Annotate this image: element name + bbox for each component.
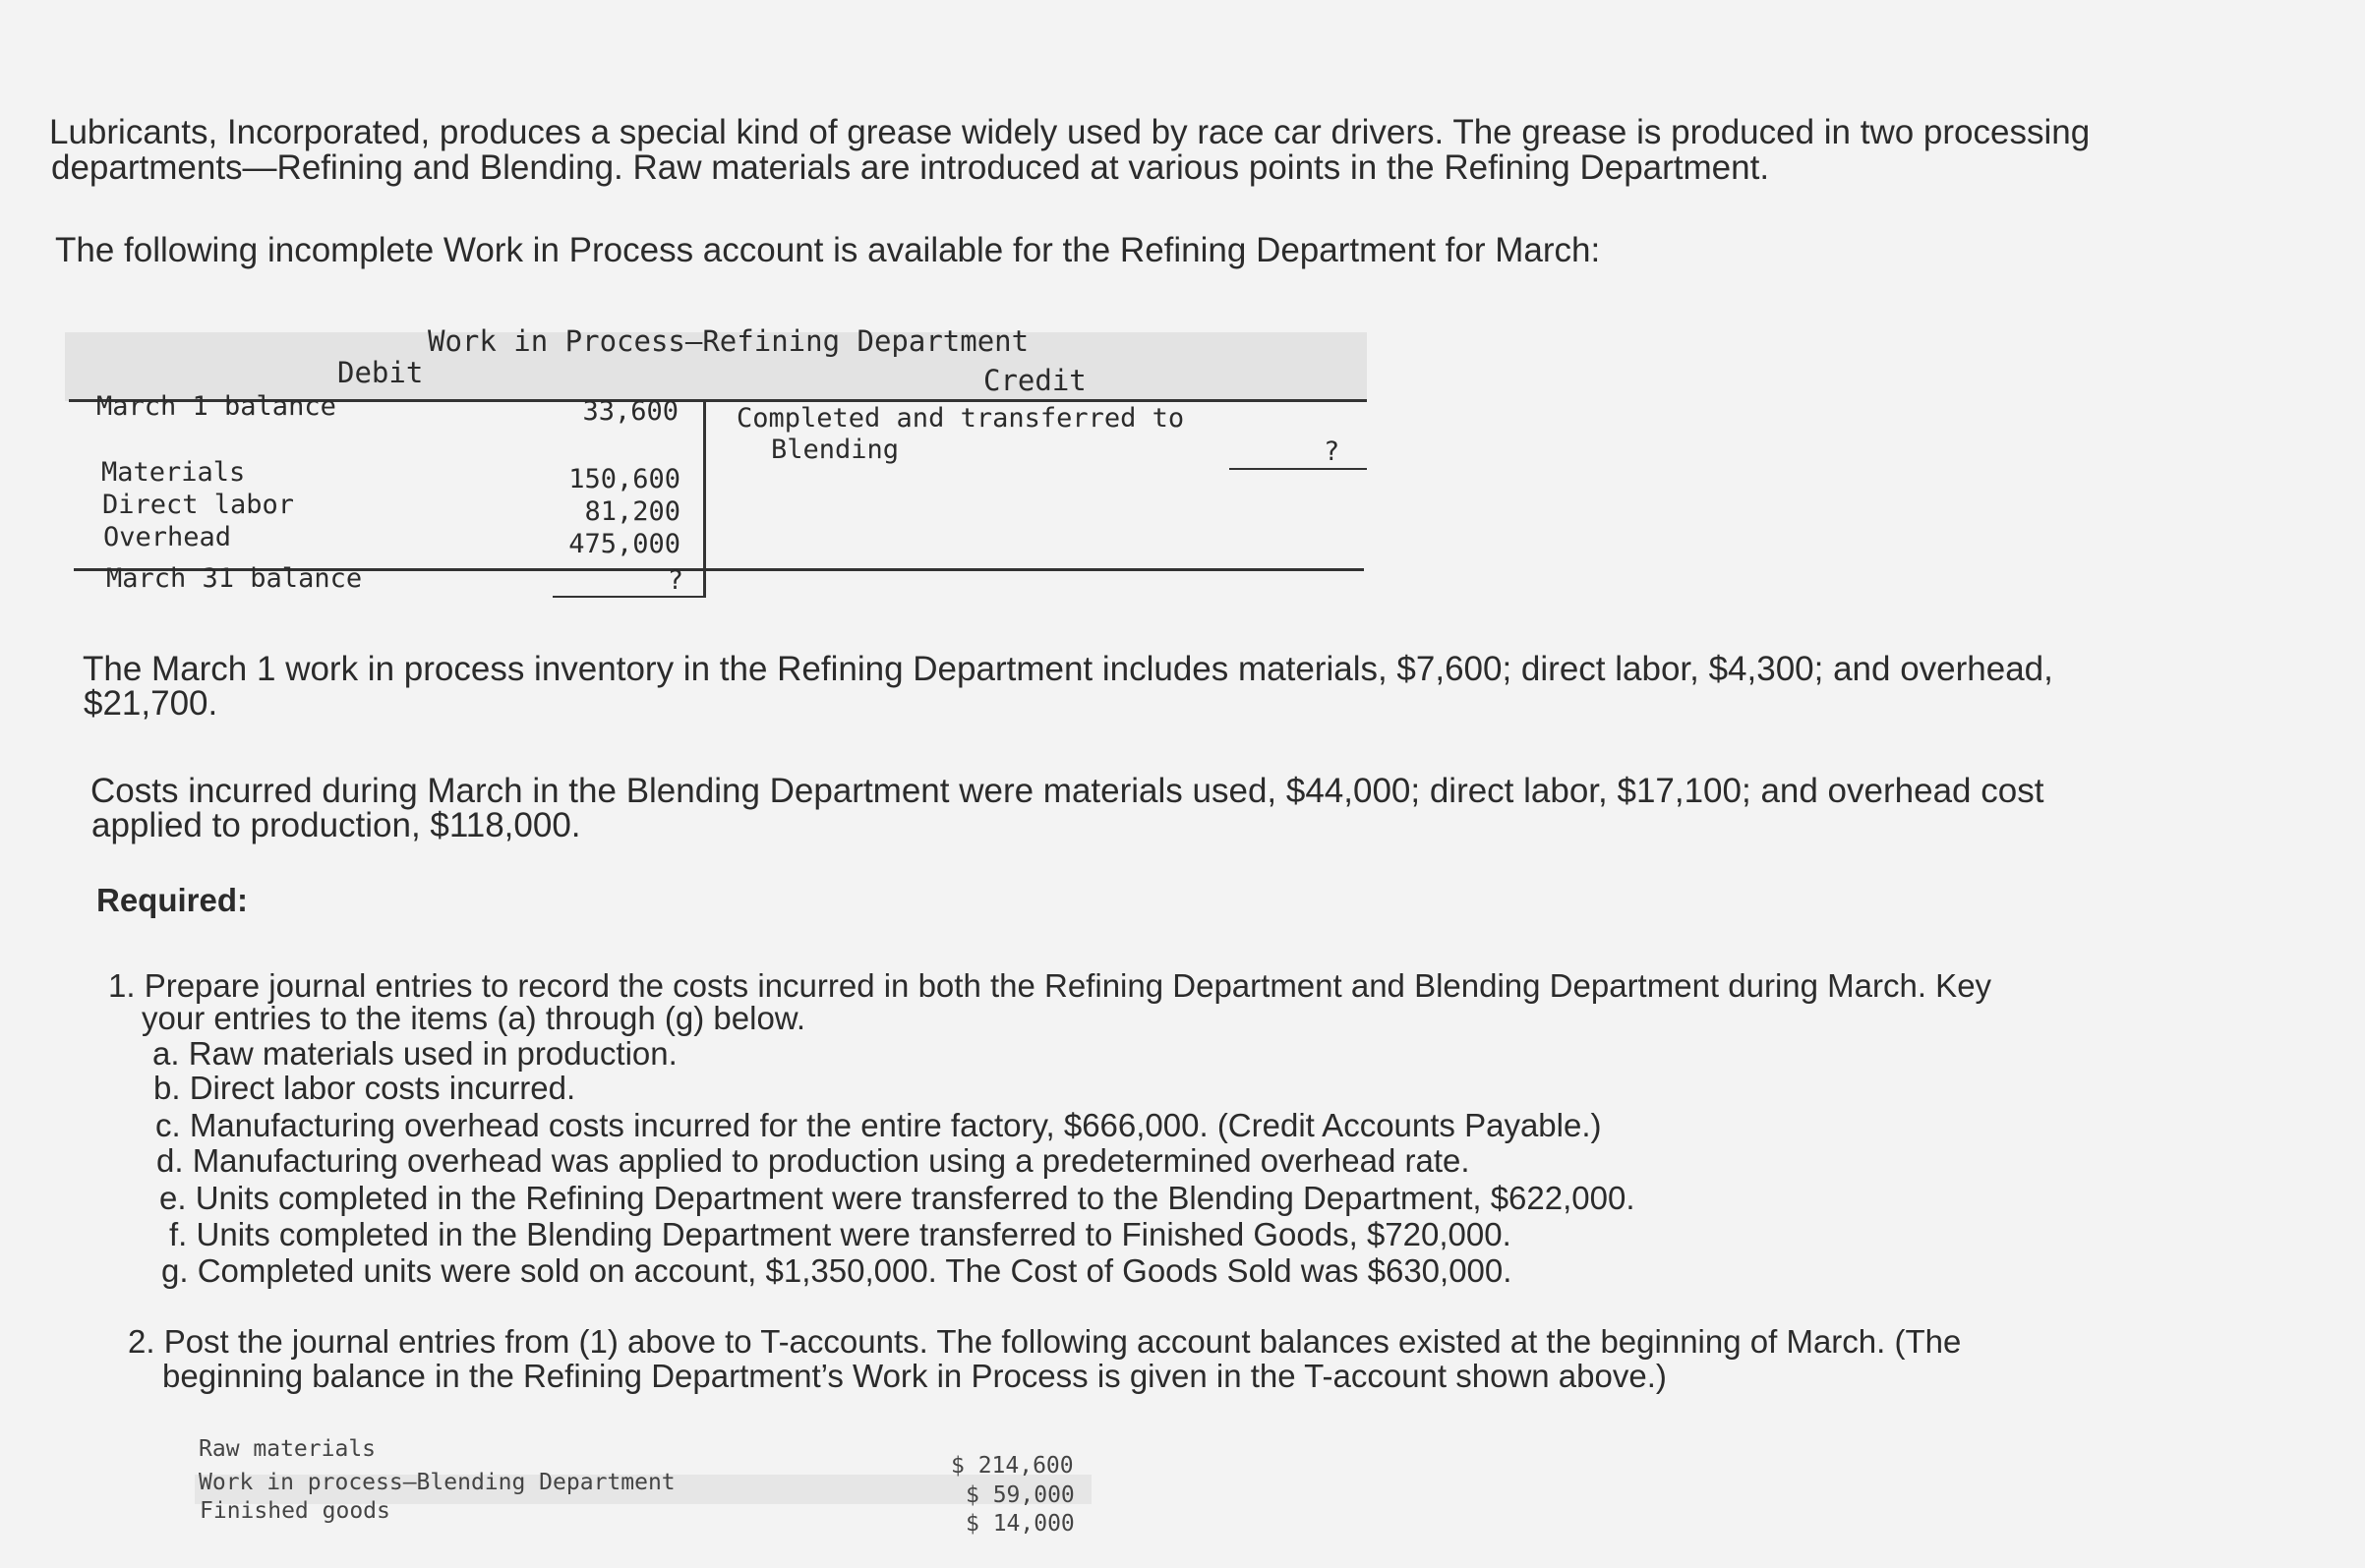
row-label-materials: Materials: [101, 457, 246, 488]
note-2-line-2: applied to production, $118,000.: [91, 806, 581, 844]
required-heading: Required:: [96, 882, 249, 918]
credit-header: Credit: [983, 364, 1087, 397]
item-f: f. Units completed in the Blending Department were transferred to Finished Goods, $720,000.: [169, 1216, 1511, 1252]
item-c: c. Manufacturing overhead costs incurred for the entire factory, $666,000. (Credit Accounts Payable.): [155, 1107, 1602, 1143]
note-1-line-1: The March 1 work in process inventory in the Refining Department includes materials, $7,600; direct labor, $4,300; and overhead,: [83, 650, 2053, 688]
intro-line-3: The following incomplete Work in Process account is available for the Refining Department for March:: [55, 231, 1601, 269]
question-1-line-1: 1. Prepare journal entries to record the costs incurred in both the Refining Department and Blending Department during March. Key: [108, 967, 1992, 1004]
row-value-overhead: 475,000: [568, 529, 680, 559]
question-1-line-2: your entries to the items (a) through (g) below.: [142, 1000, 805, 1036]
item-a: a. Raw materials used in production.: [152, 1035, 678, 1072]
t-account-title: Work in Process–Refining Department: [428, 324, 1030, 358]
credit-underline: [1229, 468, 1367, 470]
question-2-line-2: beginning balance in the Refining Department’s Work in Process is given in the T-account shown above.): [162, 1358, 1667, 1394]
balance-label-wip-blending: Work in process–Blending Department: [199, 1470, 676, 1495]
item-d: d. Manufacturing overhead was applied to production using a predetermined overhead rate.: [156, 1142, 1470, 1179]
credit-label-line-1: Completed and transferred to: [737, 403, 1185, 434]
item-b: b. Direct labor costs incurred.: [153, 1070, 576, 1106]
item-e: e. Units completed in the Refining Department were transferred to the Blending Department, $622,000.: [159, 1180, 1635, 1216]
debit-balance-underline: [553, 596, 706, 598]
debit-header: Debit: [337, 356, 424, 389]
balance-value-wip-blending: $ 59,000: [966, 1482, 1075, 1508]
row-label-march31: March 31 balance: [106, 563, 363, 594]
row-value-march31: ?: [667, 565, 683, 596]
row-value-direct-labor: 81,200: [584, 496, 680, 527]
balance-value-raw-materials: $ 214,600: [951, 1453, 1074, 1479]
row-label-march1: March 1 balance: [96, 391, 336, 422]
credit-label-line-2: Blending: [771, 435, 900, 465]
intro-line-2: departments—Refining and Blending. Raw materials are introduced at various points in the Refining Department.: [51, 148, 1770, 187]
balance-value-finished-goods: $ 14,000: [966, 1511, 1075, 1537]
row-value-march1: 33,600: [582, 396, 679, 427]
note-2-line-1: Costs incurred during March in the Blending Department were materials used, $44,000; direct labor, $17,100; and overhead cost: [90, 772, 2044, 810]
intro-line-1: Lubricants, Incorporated, produces a special kind of grease widely used by race car drivers. The grease is produced in two processing: [49, 113, 2091, 151]
balance-label-finished-goods: Finished goods: [200, 1498, 390, 1524]
balance-label-raw-materials: Raw materials: [199, 1436, 377, 1462]
credit-value: ?: [1324, 436, 1340, 467]
note-1-line-2: $21,700.: [84, 684, 218, 723]
item-g: g. Completed units were sold on account, $1,350,000. The Cost of Goods Sold was $630,000.: [161, 1252, 1512, 1289]
row-label-direct-labor: Direct labor: [102, 490, 295, 520]
row-value-materials: 150,600: [568, 464, 680, 494]
row-label-overhead: Overhead: [103, 522, 232, 552]
question-2-line-1: 2. Post the journal entries from (1) above to T-accounts. The following account balances existed at the beginning of March. (The: [128, 1323, 1962, 1360]
